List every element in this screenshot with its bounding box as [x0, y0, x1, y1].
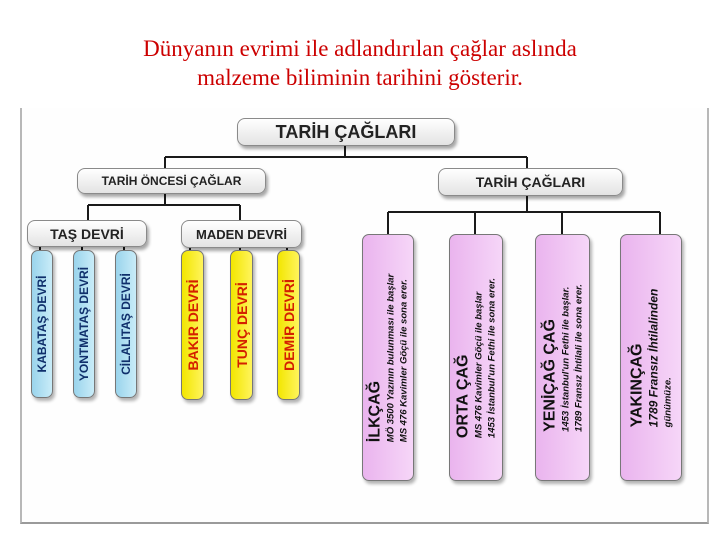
stone-period-kabatas — [31, 250, 53, 398]
title-line-2: malzeme biliminin tarihini gösterir. — [197, 65, 523, 90]
age-ilkcag — [362, 234, 414, 481]
metal-age-box: MADEN DEVRİ — [181, 220, 302, 248]
age-yakincag — [620, 234, 682, 481]
metal-period-label: DEMİR DEVRİ — [280, 279, 297, 371]
history-box: TARİH ÇAĞLARI — [438, 168, 623, 196]
stone-period-label: CİLALITAŞ DEVRİ — [119, 273, 133, 375]
age-end: 1789 Fransız İhtilali ile sona erer. — [573, 283, 584, 432]
age-orta-cag — [449, 234, 503, 481]
age-name: İLKÇAĞ — [366, 380, 384, 442]
stone-period-label: YONTMATAŞ DEVRİ — [77, 266, 91, 382]
title-line-1: Dünyanın evrimi ile adlandırılan çağlar aslında — [143, 36, 577, 61]
root-box: TARİH ÇAĞLARI — [237, 118, 455, 146]
stone-period-cilalitas — [115, 250, 137, 398]
age-start: MS 476 Kavimler Göçü ile başlar — [473, 291, 485, 438]
age-name: YAKINÇAĞ — [628, 342, 646, 427]
age-start: 1789 Fransız İhtilalinden — [646, 288, 661, 427]
stone-period-yontmatas — [73, 250, 95, 398]
age-yenicag — [535, 234, 590, 481]
metal-period-demir — [277, 250, 300, 400]
age-end: günümüze. — [662, 376, 674, 427]
metal-period-label: TUNÇ DEVRİ — [233, 282, 250, 368]
metal-period-tunc — [230, 250, 253, 400]
metal-period-bakir — [181, 250, 204, 400]
metal-period-label: BAKIR DEVRİ — [184, 279, 201, 371]
prehistory-box: TARİH ÖNCESİ ÇAĞLAR — [77, 168, 266, 194]
age-start: MÖ 3500 Yazının bulunması ile başlar — [385, 273, 397, 442]
age-name: ORTA ÇAĞ — [454, 354, 472, 438]
stone-age-box: TAŞ DEVRİ — [27, 220, 147, 247]
age-end: 1453 İstanbul'un Fethi ile sona erer. — [486, 277, 498, 438]
stone-period-label: KABATAŞ DEVRİ — [35, 275, 49, 373]
age-end: MS 476 Kavimler Göçü ile sona erer. — [398, 278, 410, 442]
age-name: YENİÇAĞ ÇAĞ — [541, 318, 558, 432]
age-start: 1453 İstanbul'un Fethi ile başlar. — [560, 286, 571, 432]
